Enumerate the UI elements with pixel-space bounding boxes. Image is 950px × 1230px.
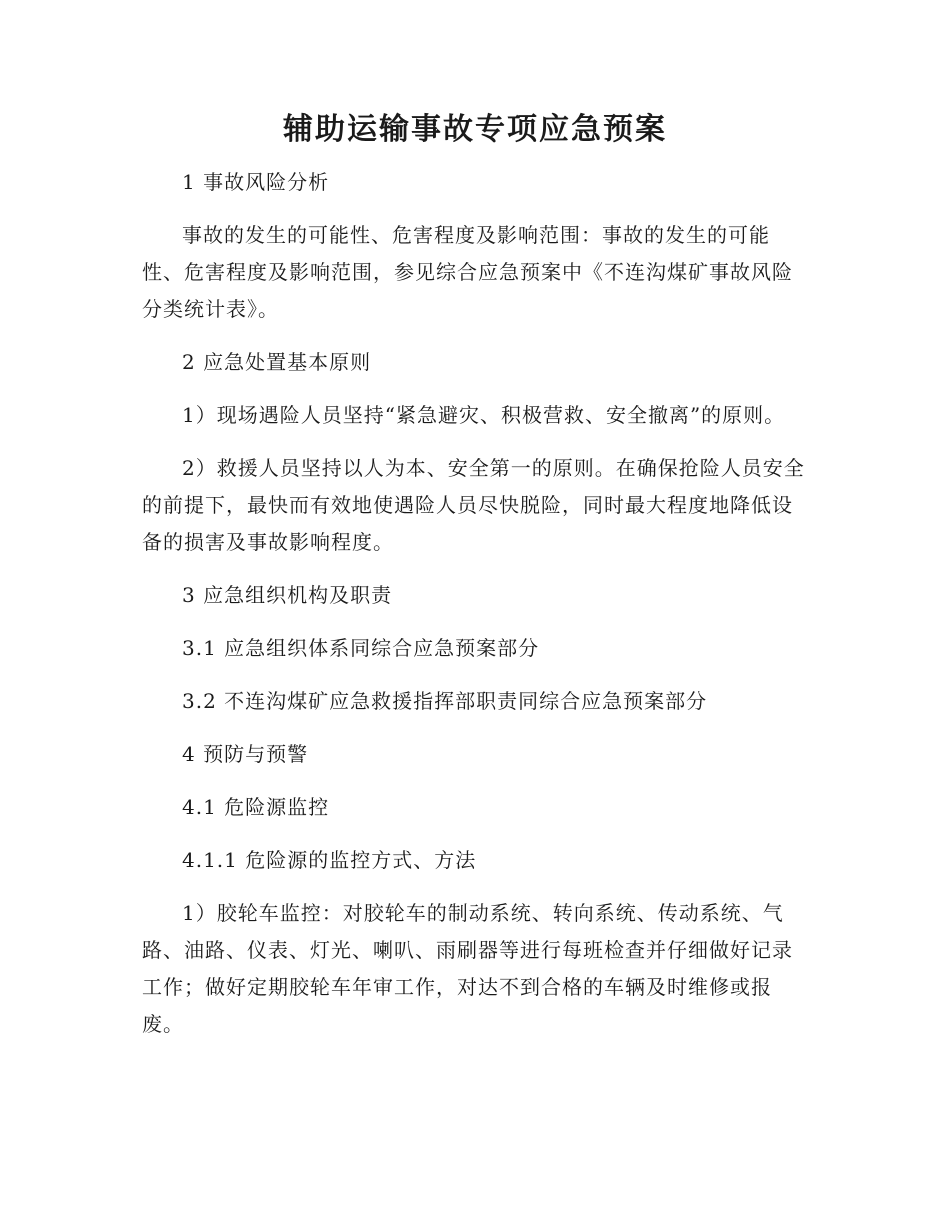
paragraph-principle-1: 1）现场遇险人员坚持“紧急避灾、积极营救、安全撤离”的原则。 [182,403,786,427]
heading-command-duties: 3.2 不连沟煤矿应急救援指挥部职责同综合应急预案部分 [182,689,708,713]
paragraph-vehicle-monitoring: 1）胶轮车监控：对胶轮车的制动系统、转向系统、传动系统、气路、油路、仪表、灯光、喇叭、雨刷器等进行每班检查并仔细做好记录工作；做好定期胶轮车年审工作，对达不到合格的车辆及时维修或报废。 [142,901,793,1036]
paragraph-principle-2: 2）救援人员坚持以人为本、安全第一的原则。在确保抢险人员安全的前提下，最快而有效地使遇险人员尽快脱险，同时最大程度地降低设备的损害及事故影响程度。 [142,456,805,554]
document-title: 辅助运输事故专项应急预案 [283,112,667,147]
heading-prevention-warning: 4 预防与预警 [182,742,309,766]
heading-principles: 2 应急处置基本原则 [182,350,372,374]
paragraph-risk-description: 事故的发生的可能性、危害程度及影响范围：事故的发生的可能性、危害程度及影响范围，参见综合应急预案中《不连沟煤矿事故风险分类统计表》。 [142,223,793,321]
heading-organization: 3 应急组织机构及职责 [182,583,393,607]
heading-organization-system: 3.1 应急组织体系同综合应急预案部分 [182,636,540,660]
heading-hazard-monitoring: 4.1 危险源监控 [182,795,330,819]
heading-monitoring-methods: 4.1.1 危险源的监控方式、方法 [182,848,477,872]
heading-risk-analysis: 1 事故风险分析 [182,170,330,194]
document-body [142,164,810,1059]
